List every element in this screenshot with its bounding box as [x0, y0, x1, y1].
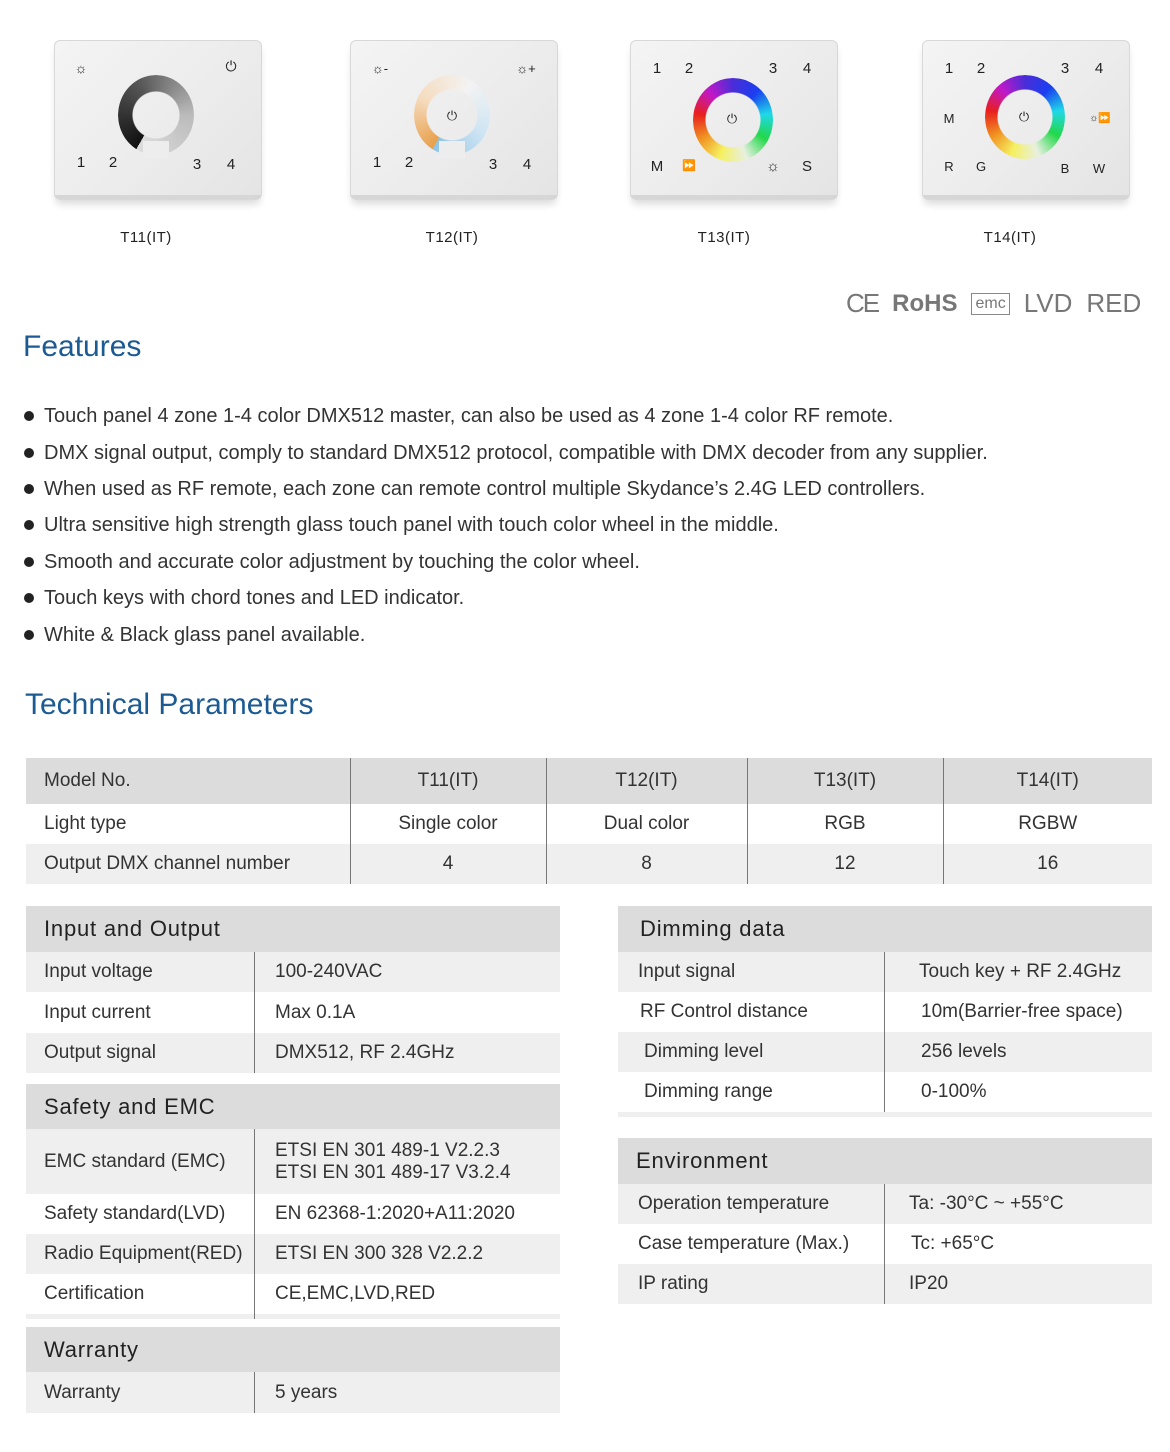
feature-text: Touch keys with chord tones and LED indicator. [44, 587, 465, 610]
spec-value: Touch key + RF 2.4GHz [884, 952, 1121, 992]
header-cell: T14(IT) [943, 758, 1152, 804]
table-cell: RGB [747, 804, 943, 844]
table-cell: Dual color [546, 804, 747, 844]
zone-3-key: 3 [192, 156, 202, 173]
zone-4-key: 4 [802, 60, 812, 77]
spec-value: 5 years [254, 1372, 337, 1413]
spec-label: Dimming range [644, 1081, 773, 1102]
table-row [26, 804, 1152, 844]
blue-key: B [1060, 161, 1070, 176]
table-row [618, 1184, 1152, 1224]
table-row [26, 844, 1152, 884]
table-row [26, 1194, 560, 1234]
zone-3-key: 3 [768, 60, 778, 77]
spec-label: Case temperature (Max.) [638, 1233, 850, 1254]
table-cell: 16 [943, 844, 1152, 884]
spec-value: DMX512, RF 2.4GHz [254, 1033, 455, 1073]
rohs-logo: RoHS [892, 289, 958, 317]
zone-3-key: 3 [1060, 60, 1070, 77]
zone-2-key: 2 [684, 60, 694, 77]
product-image-t12 [350, 40, 558, 200]
header-cell: Model No. [44, 770, 131, 791]
header-cell: T11(IT) [350, 758, 546, 804]
zone-4-key: 4 [522, 156, 532, 173]
table-row-spacer [618, 1112, 1152, 1117]
zone-1-key: 1 [652, 60, 662, 77]
spec-label: Certification [44, 1283, 145, 1304]
table-row [26, 992, 560, 1033]
header-cell: T13(IT) [747, 758, 943, 804]
product-image-t11 [54, 40, 262, 200]
red-key: R [944, 159, 954, 174]
lvd-logo: LVD [1023, 288, 1073, 318]
product-caption: T11(IT) [120, 229, 172, 246]
brightness-icon: ☼ [766, 158, 780, 175]
header-cell: T12(IT) [546, 758, 747, 804]
spec-label: Warranty [44, 1381, 121, 1403]
feature-text: When used as RF remote, each zone can remote control multiple Skydance’s 2.4G LED controllers. [44, 477, 926, 500]
spec-label: Input current [44, 1001, 151, 1023]
technical-parameters-heading: Technical Parameters [25, 688, 314, 721]
feature-text: Ultra sensitive high strength glass touch panel with touch color wheel in the middle. [44, 514, 779, 537]
model-comparison-table [26, 758, 1152, 884]
row-label: Output DMX channel number [44, 853, 291, 874]
feature-item [24, 398, 988, 434]
table-row [26, 1033, 560, 1073]
brightness-icon: ☼ [74, 60, 88, 76]
brightness-down-icon: ☼- [371, 61, 389, 76]
table-row [618, 1264, 1152, 1304]
spec-label: Operation temperature [638, 1193, 830, 1214]
zone-2-key: 2 [108, 154, 118, 171]
feature-item [24, 616, 988, 652]
spec-value: Tc: +65°C [884, 1224, 994, 1264]
product-caption: T14(IT) [983, 229, 1037, 246]
brightness-up-icon: ☼+ [516, 61, 536, 76]
spec-label: EMC standard (EMC) [44, 1150, 226, 1172]
table-cell: 8 [546, 844, 747, 884]
product-image-t14 [922, 40, 1130, 200]
certification-logos [846, 288, 1141, 319]
environment-table [618, 1138, 1152, 1304]
bullet-icon [24, 630, 34, 640]
section-header: Environment [618, 1138, 1152, 1184]
spec-value-line: ETSI EN 301 489-1 V2.2.3 [275, 1139, 500, 1161]
product-image-t13 [630, 40, 838, 200]
mode-key: M [650, 158, 664, 175]
spec-value: 256 levels [884, 1032, 1007, 1072]
table-cell: Single color [350, 804, 546, 844]
table-row [26, 1274, 560, 1314]
spec-value: EN 62368-1:2020+A11:2020 [254, 1194, 515, 1234]
feature-item [24, 507, 988, 543]
feature-text: White & Black glass panel available. [44, 623, 366, 646]
power-icon: ⏻ [726, 111, 738, 126]
bullet-icon [24, 557, 34, 567]
speed-icon: ⏩ [682, 160, 696, 172]
zone-4-key: 4 [226, 156, 236, 173]
bullet-icon [24, 484, 34, 494]
table-row [26, 1372, 560, 1413]
dimming-data-table [618, 906, 1152, 1117]
spec-value: 0-100% [884, 1072, 987, 1112]
spec-label: Output signal [44, 1042, 156, 1063]
mode-key: M [943, 111, 955, 126]
table-header-row [26, 758, 1152, 804]
section-header: Input and Output [26, 906, 560, 952]
table-cell: 4 [350, 844, 546, 884]
input-output-table [26, 906, 560, 1073]
green-key: G [975, 159, 987, 174]
white-key: W [1092, 161, 1106, 176]
spec-value: Max 0.1A [254, 992, 355, 1033]
table-row-spacer [26, 1314, 560, 1319]
brightness-speed-icon: ☼⏩ [1089, 113, 1111, 124]
spec-label: RF Control distance [640, 1001, 808, 1022]
table-row [26, 1234, 560, 1274]
zone-1-key: 1 [76, 154, 86, 171]
bullet-icon [24, 520, 34, 530]
feature-text: Touch panel 4 zone 1-4 color DMX512 master, can also be used as 4 zone 1-4 color RF remote. [44, 405, 894, 428]
spec-value: 100-240VAC [254, 952, 382, 992]
row-label: Light type [44, 813, 127, 834]
spec-label: Radio Equipment(RED) [44, 1243, 243, 1264]
bullet-icon [24, 448, 34, 458]
feature-item [24, 471, 988, 507]
warranty-table [26, 1327, 560, 1413]
zone-1-key: 1 [944, 60, 954, 77]
section-header: Dimming data [618, 906, 1152, 952]
features-heading: Features [23, 330, 142, 363]
product-caption: T12(IT) [425, 229, 479, 246]
wheel-gap [143, 141, 169, 159]
table-row [618, 992, 1152, 1032]
bullet-icon [24, 593, 34, 603]
table-row [618, 1032, 1152, 1072]
spec-value [254, 1129, 511, 1194]
spec-value: 10m(Barrier-free space) [884, 992, 1123, 1032]
spec-label: Input signal [638, 961, 736, 982]
zone-2-key: 2 [976, 60, 986, 77]
spec-label: IP rating [638, 1273, 709, 1294]
section-header: Warranty [26, 1327, 560, 1372]
red-logo: RED [1086, 288, 1142, 318]
wheel-gap [439, 141, 465, 159]
zone-3-key: 3 [488, 156, 498, 173]
feature-text: DMX signal output, comply to standard DMX512 protocol, compatible with DMX decoder from any supplier. [44, 441, 988, 464]
table-cell: 12 [747, 844, 943, 884]
spec-value: IP20 [884, 1264, 948, 1304]
emc-logo: emc [971, 293, 1009, 315]
table-row [26, 1129, 560, 1194]
table-cell: RGBW [943, 804, 1152, 844]
spec-value: ETSI EN 300 328 V2.2.2 [254, 1234, 483, 1274]
spec-label: Input voltage [44, 961, 153, 982]
zone-2-key: 2 [404, 154, 414, 171]
power-icon: ⏻ [225, 58, 237, 74]
ce-logo: CE [846, 288, 879, 318]
spec-value: CE,EMC,LVD,RED [254, 1274, 435, 1314]
table-row [618, 1072, 1152, 1112]
power-icon: ⏻ [1018, 109, 1030, 124]
spec-label: Safety standard(LVD) [44, 1203, 226, 1224]
table-row [618, 952, 1152, 992]
feature-item [24, 544, 988, 580]
feature-item [24, 434, 988, 470]
safety-emc-table [26, 1084, 560, 1319]
features-list [24, 398, 988, 653]
power-icon: ⏻ [446, 108, 458, 123]
spec-label: Dimming level [644, 1041, 764, 1062]
feature-text: Smooth and accurate color adjustment by touching the color wheel. [44, 550, 640, 573]
spec-value: Ta: -30°C ~ +55°C [884, 1184, 1064, 1224]
product-caption: T13(IT) [697, 229, 751, 246]
bullet-icon [24, 411, 34, 421]
table-row [26, 952, 560, 992]
zone-1-key: 1 [372, 154, 382, 171]
scene-key: S [801, 158, 812, 175]
section-header: Safety and EMC [26, 1084, 560, 1129]
table-row [618, 1224, 1152, 1264]
zone-4-key: 4 [1094, 60, 1104, 77]
spec-value-line: ETSI EN 301 489-17 V3.2.4 [275, 1161, 511, 1183]
feature-item [24, 580, 988, 616]
